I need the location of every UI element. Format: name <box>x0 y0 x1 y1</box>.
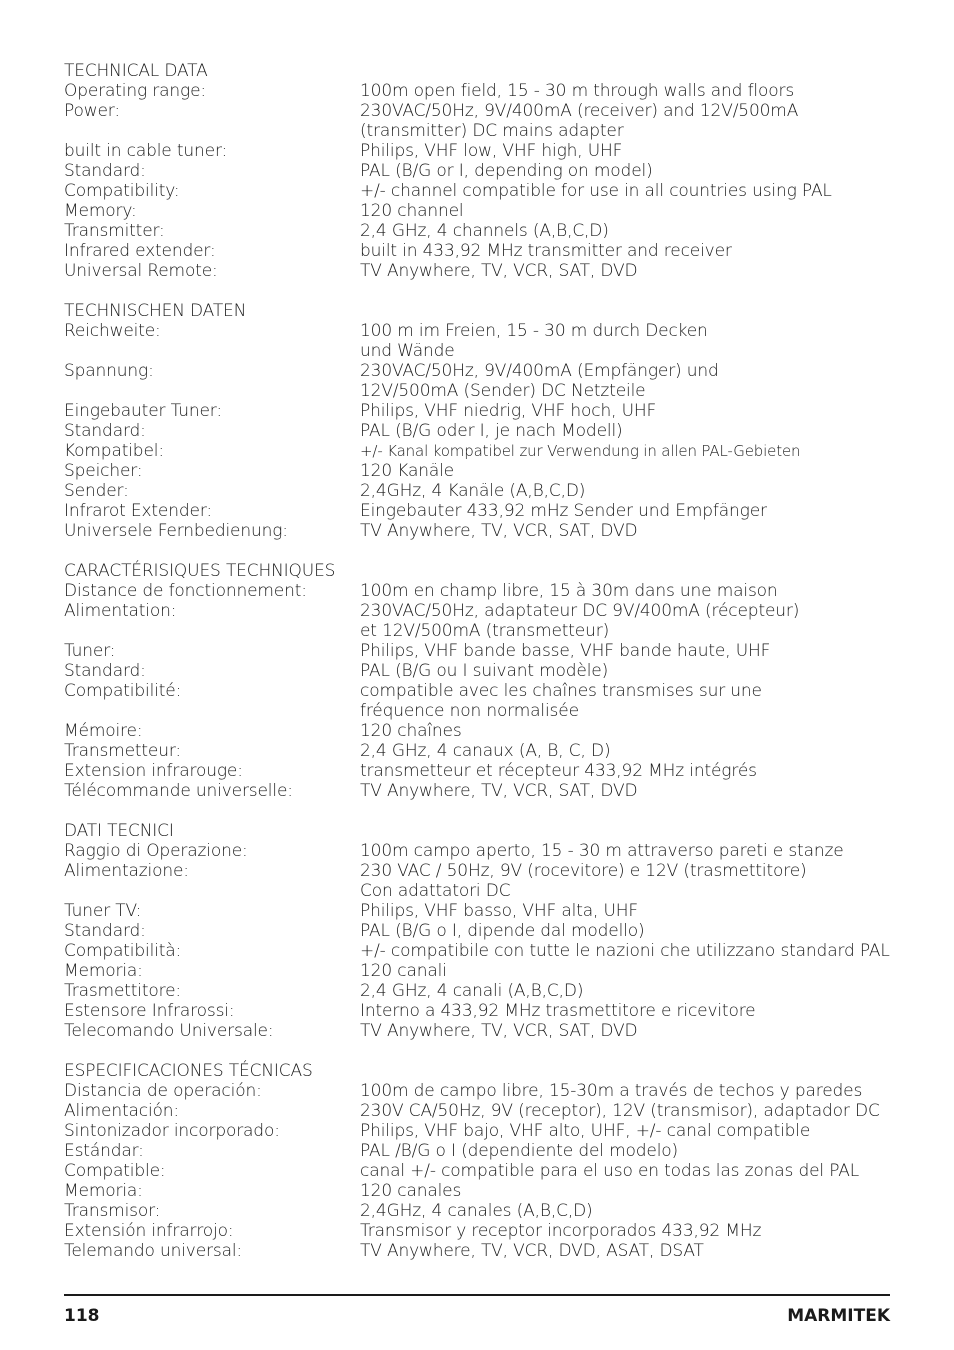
spec-value <box>360 1141 894 1161</box>
spec-label: Extension infrarouge: <box>64 761 243 781</box>
spec-row <box>64 961 894 981</box>
spec-value <box>360 521 894 541</box>
spec-value-line: 100m en champ libre, 15 à 30m dans une maison <box>360 581 778 601</box>
spec-value <box>360 461 894 481</box>
spec-value <box>360 721 894 741</box>
spec-label: Standard: <box>64 161 146 181</box>
spec-value <box>360 781 894 801</box>
spec-label: Standard: <box>64 921 146 941</box>
spec-row <box>64 421 894 441</box>
spec-value <box>360 161 894 181</box>
section-heading: CARACTÉRISIQUES TECHNIQUES <box>64 561 336 581</box>
page-number: 118 <box>64 1306 100 1326</box>
spec-row <box>64 941 894 961</box>
spec-value <box>360 841 894 861</box>
spec-label: Distancia de operación: <box>64 1081 262 1101</box>
spec-row <box>64 1081 894 1101</box>
spec-label: built in cable tuner: <box>64 141 228 161</box>
spec-value-line: 100m open field, 15 - 30 m through walls and floors <box>360 81 795 101</box>
spec-value-line: 2,4 GHz, 4 channels (A,B,C,D) <box>360 221 609 241</box>
page-footer <box>64 1294 890 1326</box>
spec-row <box>64 841 894 861</box>
spec-value <box>360 401 894 421</box>
spec-section <box>64 301 894 541</box>
spec-row <box>64 481 894 501</box>
spec-value <box>360 981 894 1001</box>
spec-label: Compatible: <box>64 1161 166 1181</box>
spec-value <box>360 1161 894 1181</box>
spec-row <box>64 1021 894 1041</box>
spec-value <box>360 861 894 901</box>
spec-label: Operating range: <box>64 81 206 101</box>
spec-label: Transmitter: <box>64 221 165 241</box>
spec-value <box>360 361 894 401</box>
spec-value <box>360 181 894 201</box>
spec-value <box>360 501 894 521</box>
spec-value <box>360 1181 894 1201</box>
spec-label: Tuner TV: <box>64 901 142 921</box>
spec-value <box>360 241 894 261</box>
spec-value <box>360 1001 894 1021</box>
spec-row <box>64 1161 894 1181</box>
spec-value <box>360 1221 894 1241</box>
spec-value-line: 2,4 GHz, 4 canaux (A, B, C, D) <box>360 741 611 761</box>
spec-label: Telemando universal: <box>64 1241 242 1261</box>
spec-value <box>360 641 894 661</box>
spec-value-line: (transmitter) DC mains adapter <box>360 121 624 141</box>
spec-row <box>64 1121 894 1141</box>
spec-value <box>360 201 894 221</box>
spec-label: Distance de fonctionnement: <box>64 581 307 601</box>
spec-value <box>360 141 894 161</box>
spec-label: Alimentación: <box>64 1101 179 1121</box>
spec-row <box>64 401 894 421</box>
spec-label: Power: <box>64 101 120 121</box>
spec-label: Standard: <box>64 421 146 441</box>
spec-label: Spannung: <box>64 361 154 381</box>
spec-value <box>360 681 894 721</box>
spec-label: Compatibility: <box>64 181 180 201</box>
spec-label: Télécommande universelle: <box>64 781 293 801</box>
spec-row <box>64 1241 894 1261</box>
spec-value-line: PAL (B/G or I, depending on model) <box>360 161 653 181</box>
spec-label: Memory: <box>64 201 137 221</box>
brand-name: MARMITEK <box>787 1306 890 1326</box>
spec-label: Reichweite: <box>64 321 161 341</box>
spec-label: Alimentazione: <box>64 861 189 881</box>
spec-row <box>64 741 894 761</box>
spec-value <box>360 1021 894 1041</box>
spec-row <box>64 221 894 241</box>
spec-value-line: 230VAC/50Hz, 9V/400mA (receiver) and 12V/500mA <box>360 101 799 121</box>
spec-value <box>360 221 894 241</box>
spec-value <box>360 81 894 101</box>
spec-value-line: TV Anywhere, TV, VCR, DVD, ASAT, DSAT <box>360 1241 704 1261</box>
spec-value-line: Philips, VHF bande basse, VHF bande haute, UHF <box>360 641 771 661</box>
spec-label: Memoria: <box>64 961 143 981</box>
spec-row <box>64 921 894 941</box>
spec-value-line: 120 canali <box>360 961 447 981</box>
spec-value-line: 230 VAC / 50Hz, 9V (rocevitore) e 12V (trasmettitore) <box>360 861 807 881</box>
spec-value <box>360 601 894 641</box>
spec-row <box>64 1181 894 1201</box>
spec-value <box>360 961 894 981</box>
spec-value <box>360 661 894 681</box>
spec-value <box>360 261 894 281</box>
spec-label: Infrarot Extender: <box>64 501 212 521</box>
spec-row <box>64 441 894 461</box>
spec-section <box>64 61 894 281</box>
spec-value-line: Eingebauter 433,92 mHz Sender und Empfänger <box>360 501 767 521</box>
spec-row <box>64 601 894 641</box>
spec-label: Trasmettitore: <box>64 981 181 1001</box>
spec-label: Alimentation: <box>64 601 177 621</box>
spec-label: Tuner: <box>64 641 116 661</box>
spec-value-line: +/- channel compatible for use in all countries using PAL <box>360 181 832 201</box>
spec-label: Estensore Infrarossi: <box>64 1001 235 1021</box>
spec-row <box>64 981 894 1001</box>
spec-row <box>64 201 894 221</box>
spec-value <box>360 481 894 501</box>
spec-label: Memoria: <box>64 1181 143 1201</box>
spec-row <box>64 321 894 361</box>
spec-value <box>360 761 894 781</box>
spec-label: Sintonizador incorporado: <box>64 1121 280 1141</box>
spec-value-line: 100 m im Freien, 15 - 30 m durch Decken <box>360 321 708 341</box>
spec-label: Sender: <box>64 481 129 501</box>
section-heading: TECHNICAL DATA <box>64 61 208 81</box>
spec-label: Transmisor: <box>64 1201 161 1221</box>
spec-value-line: et 12V/500mA (transmetteur) <box>360 621 610 641</box>
spec-value-line: PAL (B/G ou I suivant modèle) <box>360 661 609 681</box>
spec-value <box>360 921 894 941</box>
spec-value-line: 12V/500mA (Sender) DC Netzteile <box>360 381 646 401</box>
spec-value <box>360 1201 894 1221</box>
spec-section <box>64 1061 894 1261</box>
spec-value-line: 120 channel <box>360 201 464 221</box>
spec-value <box>360 1121 894 1141</box>
spec-value-line: transmetteur et récepteur 433,92 MHz intégrés <box>360 761 757 781</box>
spec-row <box>64 581 894 601</box>
spec-label: Extensión infrarrojo: <box>64 1221 234 1241</box>
spec-row <box>64 161 894 181</box>
spec-value-line: Interno a 433,92 MHz trasmettitore e ricevitore <box>360 1001 756 1021</box>
spec-label: Compatibilité: <box>64 681 182 701</box>
spec-row <box>64 681 894 721</box>
spec-row <box>64 81 894 101</box>
spec-row <box>64 661 894 681</box>
spec-row <box>64 101 894 141</box>
spec-sheet <box>64 61 894 1281</box>
spec-row <box>64 501 894 521</box>
spec-label: Eingebauter Tuner: <box>64 401 222 421</box>
spec-value-line: +/- Kanal kompatibel zur Verwendung in allen PAL-Gebieten <box>360 442 801 460</box>
spec-value-line: 230VAC/50Hz, adaptateur DC 9V/400mA (récepteur) <box>360 601 800 621</box>
spec-value-line: 100m campo aperto, 15 - 30 m attraverso pareti e stanze <box>360 841 844 861</box>
spec-value-line: PAL (B/G oder I, je nach Modell) <box>360 421 623 441</box>
spec-value <box>360 1081 894 1101</box>
spec-section <box>64 561 894 801</box>
spec-value-line: 230V CA/50Hz, 9V (receptor), 12V (transmisor), adaptador DC <box>360 1101 880 1121</box>
spec-row <box>64 241 894 261</box>
spec-label: Transmetteur: <box>64 741 181 761</box>
spec-value <box>360 901 894 921</box>
spec-row <box>64 1221 894 1241</box>
spec-value-line: PAL /B/G o I (dependiente del modelo) <box>360 1141 679 1161</box>
spec-value-line: Transmisor y receptor incorporados 433,92 MHz <box>360 1221 762 1241</box>
spec-value-line: 120 chaînes <box>360 721 462 741</box>
spec-label: Compatibilità: <box>64 941 182 961</box>
spec-value-line: TV Anywhere, TV, VCR, SAT, DVD <box>360 261 638 281</box>
spec-row <box>64 761 894 781</box>
spec-section <box>64 821 894 1041</box>
spec-value-line: PAL (B/G o I, dipende dal modello) <box>360 921 645 941</box>
spec-row <box>64 1101 894 1121</box>
spec-row <box>64 721 894 741</box>
spec-row <box>64 901 894 921</box>
spec-value <box>360 1101 894 1121</box>
spec-label: Infrared extender: <box>64 241 216 261</box>
spec-value-line: 120 Kanäle <box>360 461 454 481</box>
spec-label: Universele Fernbedienung: <box>64 521 288 541</box>
spec-value-line: +/- compatibile con tutte le nazioni che utilizzano standard PAL <box>360 941 890 961</box>
spec-label: Speicher: <box>64 461 143 481</box>
spec-row <box>64 861 894 901</box>
spec-value <box>360 941 894 961</box>
spec-row <box>64 1141 894 1161</box>
spec-row <box>64 181 894 201</box>
spec-value <box>360 321 894 361</box>
spec-label: Kompatibel: <box>64 441 164 461</box>
section-heading: DATI TECNICI <box>64 821 174 841</box>
spec-value <box>360 1241 894 1261</box>
spec-value-line: fréquence non normalisée <box>360 701 579 721</box>
spec-value-line: 2,4GHz, 4 canales (A,B,C,D) <box>360 1201 593 1221</box>
spec-value-line: 2,4 GHz, 4 canali (A,B,C,D) <box>360 981 584 1001</box>
spec-row <box>64 261 894 281</box>
spec-value-line: TV Anywhere, TV, VCR, SAT, DVD <box>360 1021 638 1041</box>
spec-label: Standard: <box>64 661 146 681</box>
spec-row <box>64 141 894 161</box>
spec-value <box>360 581 894 601</box>
spec-value-line: canal +/- compatible para el uso en todas las zonas del PAL <box>360 1161 860 1181</box>
spec-value-line: TV Anywhere, TV, VCR, SAT, DVD <box>360 781 638 801</box>
spec-value-line: Philips, VHF bajo, VHF alto, UHF, +/- canal compatible <box>360 1121 811 1141</box>
spec-value-line: Philips, VHF low, VHF high, UHF <box>360 141 623 161</box>
spec-row <box>64 1001 894 1021</box>
spec-value-line: Philips, VHF basso, VHF alta, UHF <box>360 901 639 921</box>
spec-row <box>64 641 894 661</box>
spec-label: Mémoire: <box>64 721 143 741</box>
spec-row <box>64 521 894 541</box>
spec-value-line: Con adattatori DC <box>360 881 511 901</box>
spec-row <box>64 461 894 481</box>
spec-value <box>360 441 894 461</box>
spec-value <box>360 421 894 441</box>
section-heading: ESPECIFICACIONES TÉCNICAS <box>64 1061 313 1081</box>
spec-value-line: 100m de campo libre, 15-30m a través de techos y paredes <box>360 1081 863 1101</box>
spec-row <box>64 361 894 401</box>
spec-value-line: built in 433,92 MHz transmitter and receiver <box>360 241 732 261</box>
spec-value-line: 120 canales <box>360 1181 462 1201</box>
spec-value-line: 230VAC/50Hz, 9V/400mA (Empfänger) und <box>360 361 719 381</box>
spec-label: Estándar: <box>64 1141 144 1161</box>
spec-label: Universal Remote: <box>64 261 218 281</box>
spec-value <box>360 741 894 761</box>
section-heading: TECHNISCHEN DATEN <box>64 301 247 321</box>
spec-value-line: 2,4GHz, 4 Kanäle (A,B,C,D) <box>360 481 586 501</box>
spec-value-line: compatible avec les chaînes transmises sur une <box>360 681 762 701</box>
spec-value-line: TV Anywhere, TV, VCR, SAT, DVD <box>360 521 638 541</box>
spec-value <box>360 101 894 141</box>
spec-value-line: und Wände <box>360 341 455 361</box>
spec-label: Telecomando Universale: <box>64 1021 274 1041</box>
spec-row <box>64 781 894 801</box>
spec-row <box>64 1201 894 1221</box>
spec-label: Raggio di Operazione: <box>64 841 248 861</box>
spec-value-line: Philips, VHF niedrig, VHF hoch, UHF <box>360 401 657 421</box>
